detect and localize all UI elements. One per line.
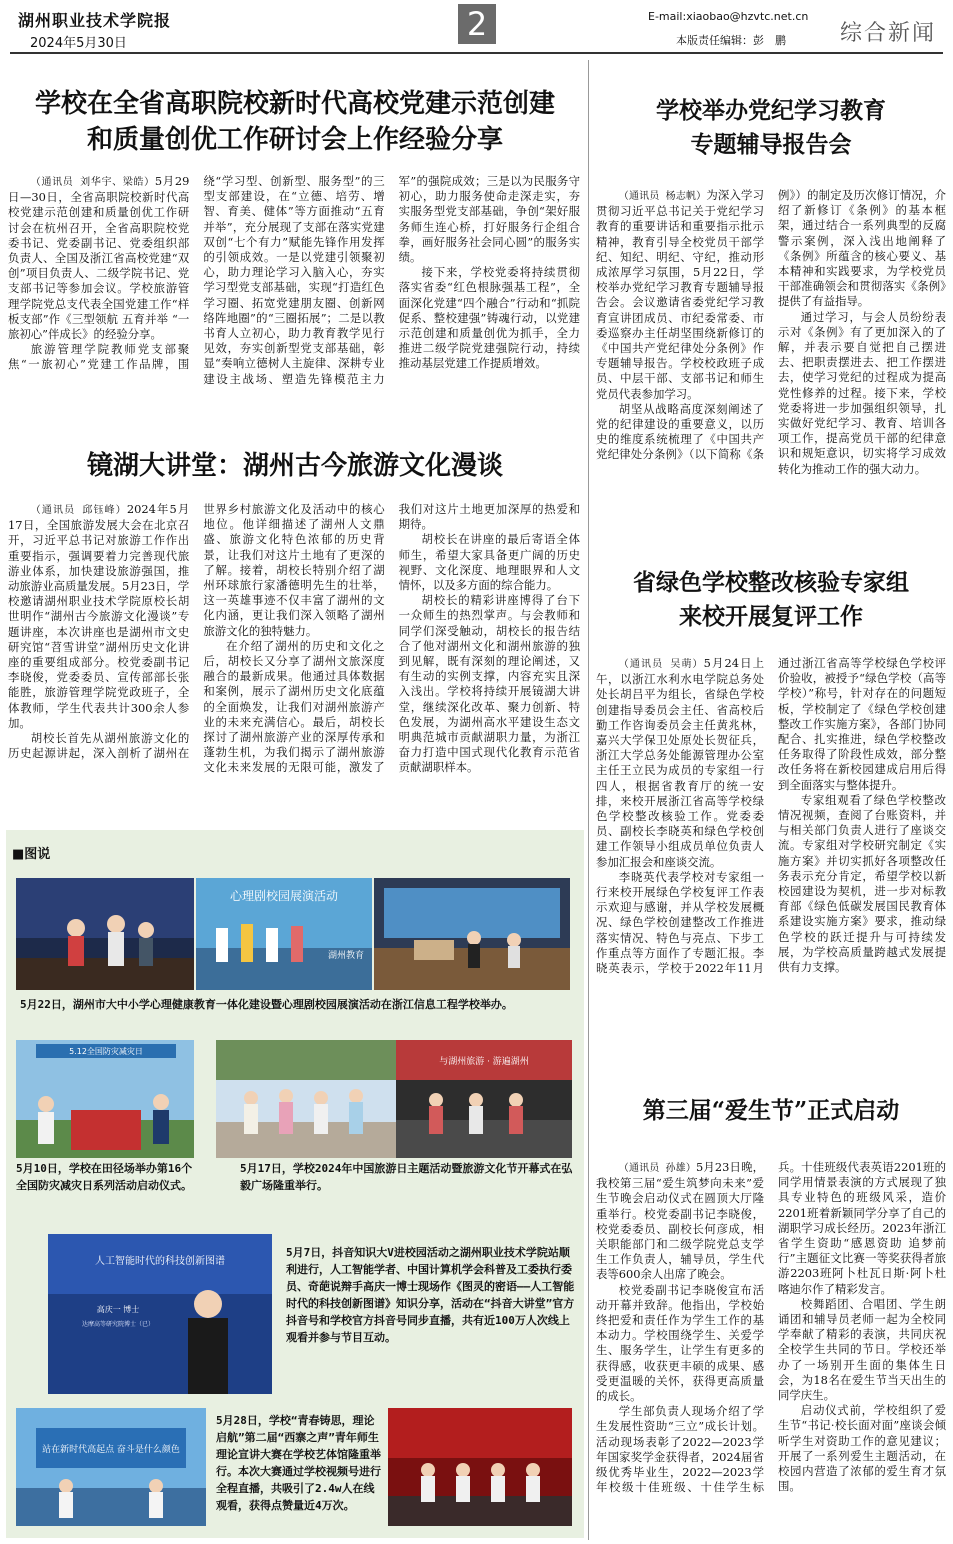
- article3-byline: （通讯员 杨志帆）: [618, 191, 707, 202]
- caption-ai-talk: 5月7日，抖音知识大V进校园活动之湖州职业技术学院站顺利进行，人工智能学者、中国计算机学会科普及工委执行委员、奇葩说辩手高庆一博士现场作《图灵的密语——人工智能时代的科技创新图谱》知识分享，活动在“抖音大讲堂”官方抖音号和学校官方抖音号同步直播，共有近100万人次线上观看并参与节目互动。: [286, 1246, 575, 1344]
- article4-body: [596, 656, 946, 1036]
- photo-panel-label: ■图说: [12, 847, 51, 862]
- photo-stage-banner: [196, 878, 372, 990]
- article3-headline: [596, 94, 946, 162]
- article2-byline: （通讯员 邱钰峰）: [30, 505, 127, 516]
- newspaper-title: 湖州职业技术学院报: [18, 11, 172, 30]
- caption-theory-contest: 5月28日，学校“青春铸思，理论启航”第二届“西寨之声”青年师生理论宣讲大赛在学校艺体馆隆重举行。本次大赛通过学校视频号进行全程直播，共吸引了2.4w人在线观看，获得点赞量近4万次。: [216, 1414, 381, 1512]
- tourism-banner-text: 与湖州旅游 · 游遍湖州: [439, 1057, 529, 1067]
- section-name: 综合新闻: [840, 21, 937, 46]
- photo-ai-lecture: [48, 1234, 272, 1394]
- column-divider: [588, 60, 589, 1540]
- article5-headline: 第三届“爱生节”正式启动: [642, 1097, 900, 1124]
- article1-title-line2: 和质量创优工作研讨会上作经验分享: [86, 125, 503, 155]
- article4-paragraph: 专家组观看了绿色学校整改情况视频，查阅了台账资料，并与相关部门负责人进行了座谈交流。专家组对学校研究制定《实施方案》并切实抓好各项整改任务表示充分肯定，希望学校以新校园建设为契机，进一步对标教育部《绿色低碳发展国民教育体系建设实施方案》要求，推动绿色学校的跃迁提升与可持续发展，为学校高质量跨越式发展提供有力支撑。: [778, 792, 946, 975]
- article4-title-line1: 省绿色学校整改核验专家组: [633, 569, 909, 596]
- article4-byline: （通讯员 吴萌）: [618, 659, 704, 670]
- article5-paragraph: 校党委副书记李晓俊宣布活动开幕并致辞。他指出，学校始终把爱和责任作为学生工作的基本动力。学校围绕学生、关爱学生、服务学生，让学生有更多的获得感，收获更丰硕的成果、感受更温暖的关怀，获得更高质量的成长。: [596, 1282, 764, 1404]
- article3-title-line1: 学校举办党纪学习教育: [656, 97, 886, 124]
- ai-speaker-sub-text: 达摩高等研究院博士（已）: [81, 1321, 155, 1328]
- article1-headline: [10, 86, 580, 158]
- article3-title-line2: 专题辅导报告会: [690, 131, 852, 158]
- article4-paragraph: 5月24日上午，以浙江水利水电学院总务处处长胡吕平为组长，省绿色学校创建指导委员会主任、省高校后勤工作咨询委员会主任黄兆林，嘉兴大学保卫处原处长贺征兵，浙江大学总务处能源管理办公室主任王立民为成员的专家组一行四人，根据省教育厅的统一安排，来校开展浙江省高等学校绿色学校整改核验工作。党委委员、副校长李晓英和绿色学校创建工作领导小组成员单位负责人参加汇报会和座谈交流。: [596, 656, 764, 869]
- page-editor: 本版责任编辑：彭 鹏: [676, 34, 786, 47]
- article5-byline: （通讯员 孙雄）: [618, 1163, 696, 1174]
- talk-banner-text: 站在新时代高起点 奋斗是什么颜色: [42, 1445, 180, 1455]
- photo-classroom-stage: [374, 878, 570, 990]
- ai-banner-text: 人工智能时代的科技创新图谱: [95, 1256, 225, 1267]
- article2-body: [8, 502, 580, 822]
- header-rule: [10, 52, 943, 54]
- page-number: 2: [458, 4, 496, 44]
- article1-byline: （通讯员 刘华宇、梁皓）: [30, 177, 155, 188]
- issue-date: 2024年5月30日: [30, 36, 127, 51]
- article1-paragraph: 接下来，学校党委将持续贯彻落实省委“红色根脉强基工程”，全面深化党建“四个融合”行动和“抓院促系、整校建强”铸魂行动，以党建示范创建和质量创优为抓手，全力推进二级学院党建强院行动，持续推动基层党建工作提质增效。: [398, 265, 580, 371]
- article1-paragraph: 5月29日—30日，全省高职院校新时代高校党建示范创建和质量创优工作研讨会在杭州召开，全省高职院校党委书记、党委副书记、党委组织部负责人、全国及浙江省高校党建“双创”项目负责人、二级学院书记、党支部书记等参加会议。学校旅游管理学院党总支代表全国党建工作“样板支部”作《三型领航 五育并举 “一旅初心”伴成长》的经验分享。: [8, 174, 190, 342]
- article3-body: [596, 188, 946, 514]
- stage-school-text: 湖州教育: [327, 951, 365, 961]
- article2-paragraph: 胡校长首先从湖州旅游文化的历史起源讲起，深入剖析了湖州在世界乡村旅游文化及活动中的核心地位。他详细描述了湖州人文鼎盛、旅游文化特色浓郁的历史背景，让我们对这片土地有了更深的了解。接着，胡校长特别介绍了湖州环球旅行家潘德明先生的壮举，这一英雄事迹不仅丰富了湖州的文化内涵，更让我们深入领略了湖州旅游文化的独特魅力。: [8, 502, 385, 761]
- article2-paragraph: 2024年5月17日，全国旅游发展大会在北京召开，习近平总书记对旅游工作作出重要指示，强调要着力完善现代旅游业体系，加快建设旅游强国，推动旅游业高质量发展。5月23日，学校邀请湖州职业技术学院原校长胡世明作“湖州古今旅游文化漫谈”专题讲座，本次讲座也是湖州市文史研究馆“苕雪讲堂”湖州历史文化讲座的重要组成部分。校党委副书记李晓俊，党委委员、宣传部部长张能胜，旅游管理学院党政班子，全体教师，学生代表共计300余人参加。: [8, 502, 190, 730]
- article3-paragraph: 胡坚从战略高度深刻阐述了党的纪律建设的重要意义，以历史的维度系统梳理了《中国共产党纪律处分条例》（以下简称《条例》）的制定及历次修订情况，介绍了新修订《条例》的基本框架，通过结合一系列典型的反腐警示案例，深入浅出地阐释了《条例》所蕴含的核心要义、基本精神和实践要求，为学校党员干部准确领会和贯彻落实《条例》提供了有益指导。: [596, 188, 946, 462]
- photo-theory-stage: [388, 1408, 572, 1526]
- article4-title-line2: 来校开展复评工作: [679, 603, 863, 630]
- article5-paragraph: 5月23日晚，我校第三届“爱生筑梦向未来”爱生节晚会启动仪式在圆顶大厅隆重举行。校党委副书记李晓俊，校党委委员、副校长何彦成，相关职能部门和二级学院党总支学生工作负责人，辅导员，学生代表等600余人出席了晚会。: [596, 1160, 764, 1282]
- article1-title-line1: 学校在全省高职院校新时代高校党建示范创建: [34, 89, 555, 119]
- photo-disaster-drill: [16, 1040, 194, 1158]
- caption-tourism-day: 5月17日，学校2024年中国旅游日主题活动暨旅游文化节开幕式在弘毅广场隆重举行。: [240, 1162, 573, 1192]
- ai-speaker-text: 高庆一 博士: [96, 1305, 140, 1314]
- article2-headline: 镜湖大讲堂：湖州古今旅游文化漫谈: [86, 451, 503, 481]
- article1-body: [8, 174, 580, 412]
- photo-tourism-stage: [396, 1040, 572, 1158]
- photo-stage-performance: [16, 878, 194, 990]
- article3-paragraph: 为深入学习贯彻习近平总书记关于党纪学习教育的重要讲话和重要指示批示精神，教育引导全校党员干部学纪、知纪、明纪、守纪，推动形成浓厚学习氛围，5月22日，学校举办党纪学习教育专题辅导报告会。会议邀请省委党纪学习教育宣讲团成员、市纪委常委、市委巡察办主任胡坚围绕新修订的《中国共产党纪律处分条例》作专题辅导报告。学校校政班子成员、中层干部、支部书记和师生党员代表参加学习。: [596, 188, 764, 401]
- article1-paragraph: 旅游管理学院教师党支部聚焦“一旅初心”党建工作品牌，围绕“学习型、创新型、服务型”的三型支部建设，在“立德、培劳、增智、育美、健体”等方面推动“五育并举”，充分展现了支部在落实党建双创“七个有力”赋能先锋作用发挥的引领成效。一是以党建引领聚初心，助力理论学习入脑入心，夯实学习型党支部基础，实现“打造红色学习圈、拓宽党建朋友圈、创新网络阵地圈”的“三圈拓展”；二是以教书育人立初心，助力教育教学见行见效，夯实创新型党支部基础，彰显“奏响立德树人主旋律、深耕专业建设主战场、塑造先锋模范主力军”的强院成效；三是以为民服务守初心，助力服务使命走深走实，夯实服务型党支部基础，争创“架好服务师生连心桥，打好服务行企组合拳，画好服务社会同心圆”的服务实绩。: [8, 174, 580, 386]
- article2-paragraph: 胡校长的精彩讲座博得了台下一众师生的热烈掌声。与会教师和同学们深受触动，胡校长的报告结合了他对湖州文化和湖州旅游的独到见解，既有深刻的理论阐述，又有生动的实例支撑，内容充实且深入浅出。学校将持续开展镜湖大讲堂，继续深化改革、聚力创新、特色发展，为湖州高水平建设生态文明典范城市贡献湖职力量，为浙江奋力打造中国式现代化教育示范省贡献湖职样本。: [398, 593, 580, 775]
- stage-banner-text: 心理剧校园展演活动: [229, 889, 339, 903]
- article4-headline: [596, 566, 946, 634]
- article5-body: [596, 1160, 946, 1538]
- article5-paragraph: 学生部负责人现场介绍了学生发展性资助“三立”成长计划。活动现场表彰了2022—2023学年国家奖学金获得者，2024届省级优秀毕业生，2022—2023学年校级十佳班级、十佳学生标兵。十佳班级代表英语2201班的同学用情景表演的方式展现了独具专业特色的班级风采，造价2201班着新颖同学分享了自己的湖职学习成长经历。2023年浙江省学生资助“感恩资助 追梦前行”主题征文比赛一等奖获得者旅游2203班阿卜杜瓦日斯·阿卜杜喀迪尔作了精彩发言。: [596, 1160, 946, 1495]
- caption-psychology-drama: 5月22日，湖州市大中小学心理健康教育一体化建设暨心理剧校园展演活动在浙江信息工程学校举办。: [20, 998, 513, 1011]
- article3-paragraph: 通过学习，与会人员纷纷表示对《条例》有了更加深入的了解，并表示要自觉把自己摆进去、把职责摆进去、把工作摆进去，使学习党纪的过程成为提高党性修养的过程。接下来，学校党委将进一步加强组织领导，扎实做好党纪学习、教育、培训各项工作，提高党员干部的纪律意识和规矩意识，切实将学习成效转化为推动工作的强大动力。: [778, 309, 946, 476]
- article5-paragraph: 校舞蹈团、合唱团、学生朗诵团和辅导员老师一起为全校同学奉献了精彩的表演，共同庆祝全校学生共同的节日。学校还举办了一场别开生面的集体生日会，为18名在爱生节当天出生的同学庆生。: [778, 1296, 946, 1403]
- article2-paragraph: 在介绍了湖州的历史和文化之后，胡校长又分享了湖州文旅深度融合的最新成果。他通过具体数据和案例，展示了湖州历史文化底蕴的全面焕发，让我们对湖州旅游产业的未来充满信心。最后，胡校长探讨了湖州旅游产业的深厚传承和蓬勃生机，为我们揭示了湖州旅游文化未来发展的无限可能，激发了我们对这片土地更加深厚的热爱和期待。: [203, 502, 580, 775]
- drill-banner-text: 5.12全国防灾减灾日: [69, 1047, 143, 1056]
- article5-paragraph: 启动仪式前，学校组织了爱生节“书记·校长面对面”座谈会倾听学生对资助工作的意见建议；开展了一系列爱生主题活动，在校园内营造了浓郁的爱生育才氛围。: [778, 1403, 946, 1494]
- caption-disaster-day: 5月10日，学校在田径场举办第16个全国防灾减灾日系列活动启动仪式。: [16, 1162, 193, 1192]
- article4-paragraph: 李晓英代表学校对专家组一行来校开展绿色学校复评工作表示欢迎与感谢，并从学校发展概况、绿色学校创建整改工作推进落实情况、特色与亮点、下步工作重点等方面作了专题汇报。李晓英表示，学校于2022年11月通过浙江省高等学校绿色学校评价验收，被授予“绿色学校（高等学校）”称号，针对存在的问题短板，学校制定了《绿色学校创建整改工作实施方案》，各部门协同配合、扎实推进，绿色学校整改任务取得了阶段性成效，部分整改任务将在新校园建成启用后得到全面落实与整体提升。: [596, 656, 946, 976]
- article2-paragraph: 胡校长在讲座的最后寄语全体师生，希望大家具备更广阔的历史视野、文化深度、地理眼界和人文情怀，以及多方面的综合能力。: [398, 532, 580, 593]
- photo-tourism-parade: [216, 1040, 396, 1158]
- contact-email: E-mail:xiaobao@hzvtc.net.cn: [648, 10, 809, 23]
- photo-theory-contest: [16, 1408, 206, 1526]
